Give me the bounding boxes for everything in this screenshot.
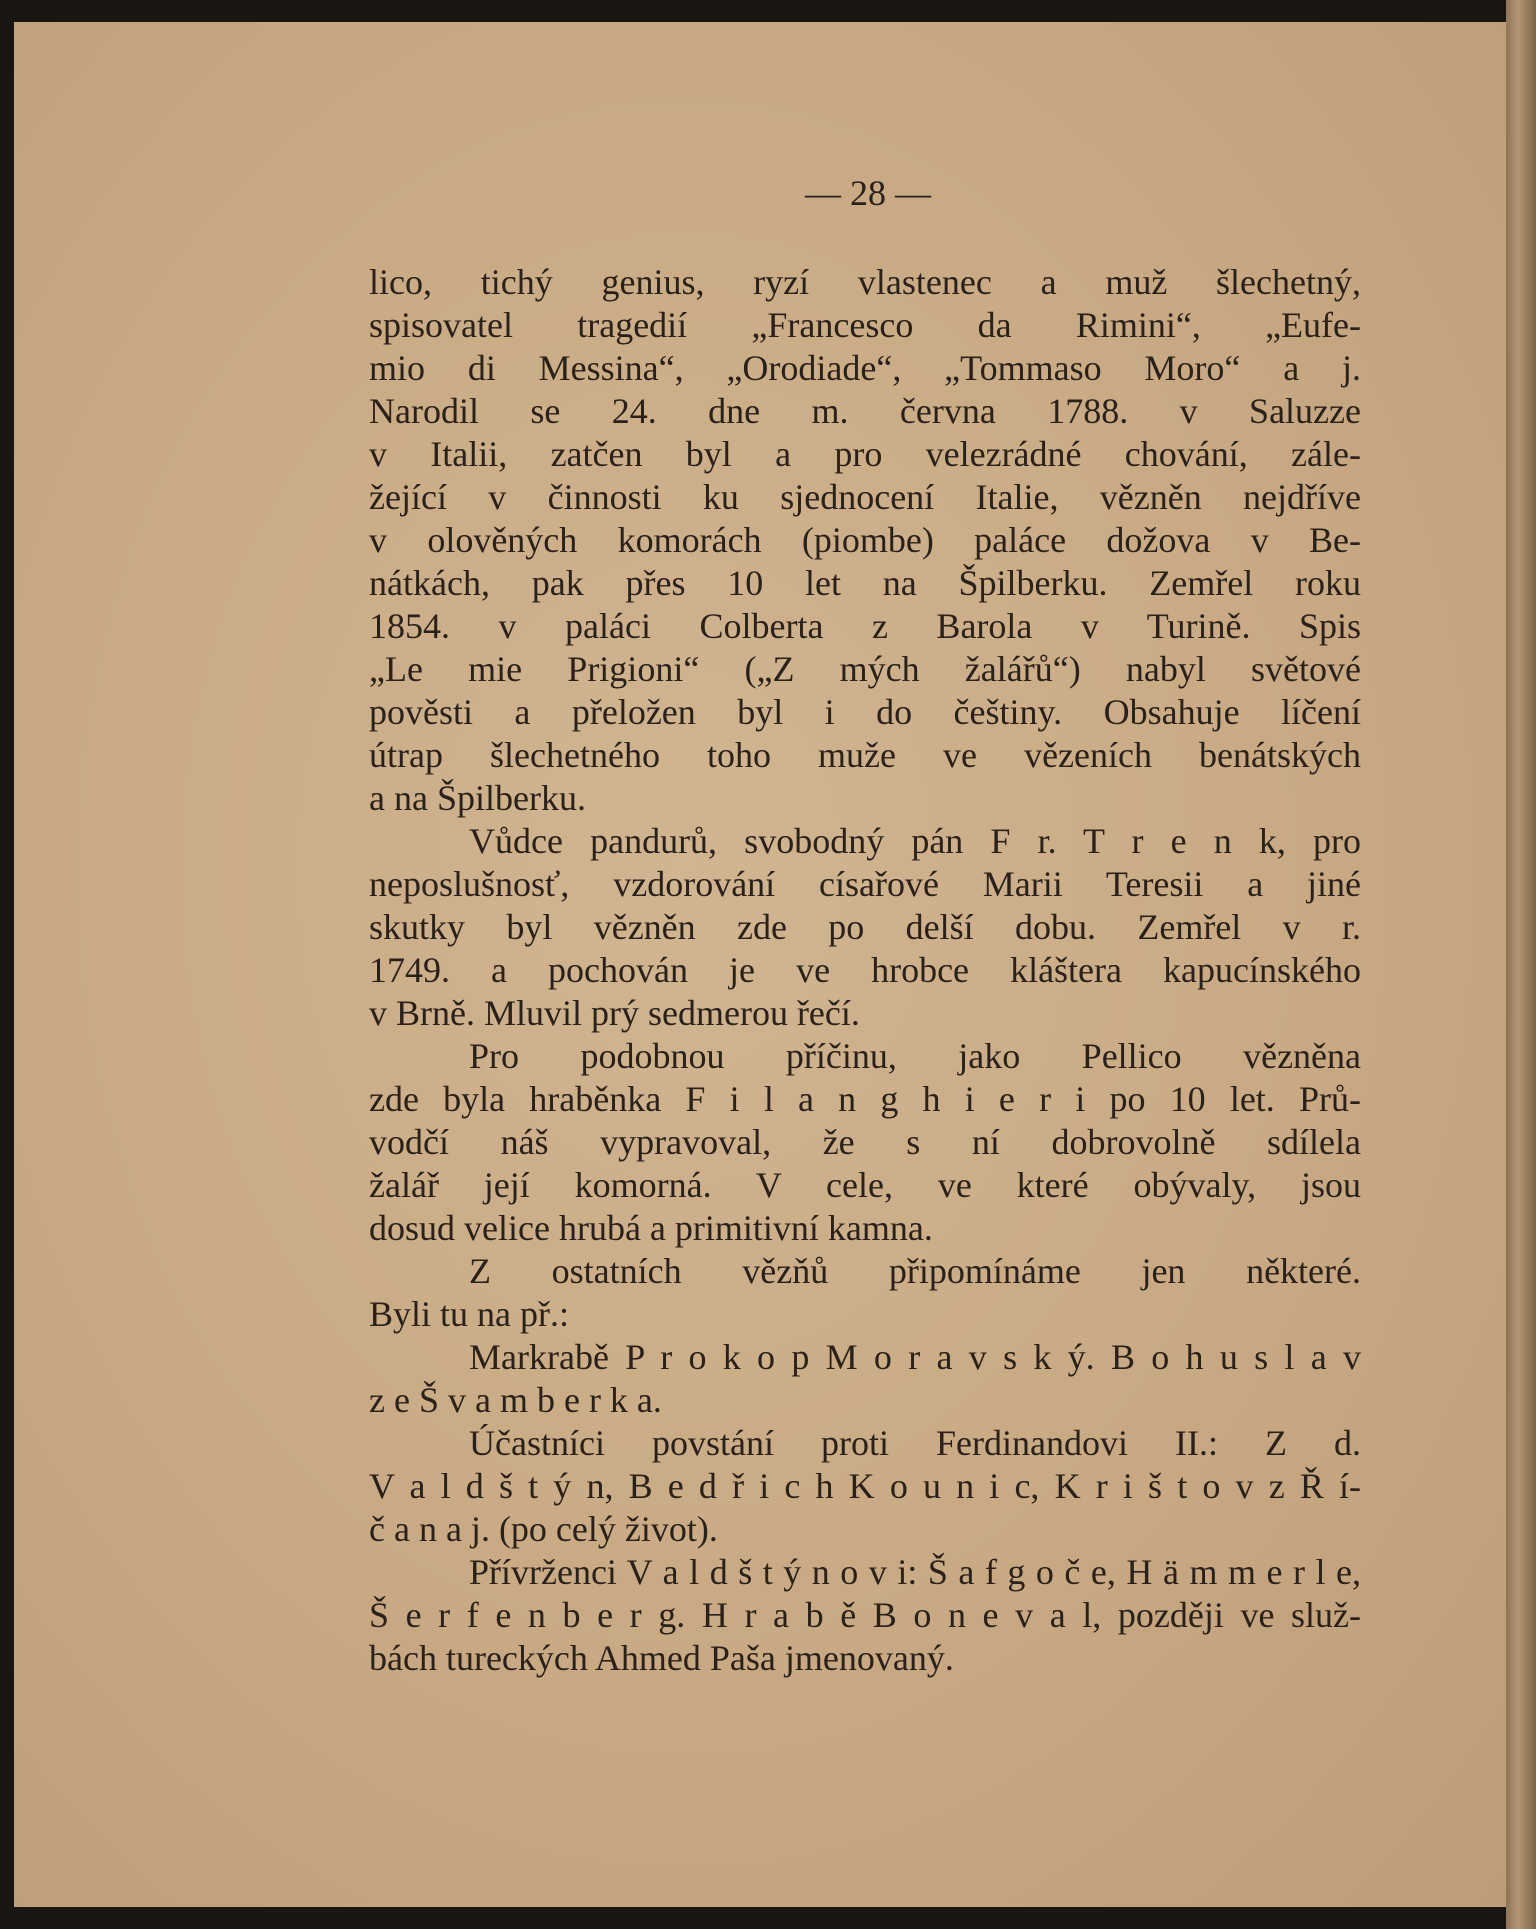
text-line: Markrabě P r o k o p M o r a v s k ý. B o h u s l a v xyxy=(469,1337,1361,1377)
text-line: Z ostatních vězňů připomínáme jen některé. xyxy=(469,1251,1361,1291)
text-line: v Brně. Mluvil prý sedmerou řečí. xyxy=(369,993,860,1033)
text-line: bách tureckých Ahmed Paša jmenovaný. xyxy=(369,1638,954,1678)
text-line: Narodil se 24. dne m. června 1788. v Saluzze xyxy=(369,391,1361,431)
text-line: 1749. a pochován je ve hrobce kláštera kapucínského xyxy=(369,950,1361,990)
text-line: skutky byl vězněn zde po delší dobu. Zemřel v r. xyxy=(369,907,1361,947)
body-text xyxy=(369,261,1361,1680)
text-line: 1854. v paláci Colberta z Barola v Turině. Spis xyxy=(369,606,1361,646)
text-line: „Le mie Prigioni“ („Z mých žalářů“) nabyl světové xyxy=(369,649,1361,689)
text-line: Pro podobnou příčinu, jako Pellico vězněna xyxy=(469,1036,1361,1076)
text-line: útrap šlechetného toho muže ve vězeních benátských xyxy=(369,735,1361,775)
page-edge xyxy=(1506,0,1536,1929)
text-line: lico, tichý genius, ryzí vlastenec a muž šlechetný, xyxy=(369,262,1361,302)
text-line: nátkách, pak přes 10 let na Špilberku. Zemřel roku xyxy=(369,563,1361,603)
text-line: spisovatel tragedií „Francesco da Rimini“, „Eufe- xyxy=(369,305,1361,345)
text-line: a na Špilberku. xyxy=(369,778,586,818)
text-line: Přívrženci V a l d š t ý n o v i: Š a f g o č e, H ä m m e r l e, xyxy=(469,1552,1361,1592)
page-number: — 28 — xyxy=(805,173,931,213)
text-line: žející v činnosti ku sjednocení Italie, vězněn nejdříve xyxy=(369,477,1361,517)
text-line: Účastníci povstání proti Ferdinandovi II.: Z d. xyxy=(469,1423,1361,1463)
text-line: Byli tu na př.: xyxy=(369,1294,569,1334)
text-line: V a l d š t ý n, B e d ř i c h K o u n i c, K r i š t o v z Ř í- xyxy=(369,1466,1361,1506)
text-line: dosud velice hrubá a primitivní kamna. xyxy=(369,1208,933,1248)
text-line: z e Š v a m b e r k a. xyxy=(369,1380,662,1420)
text-line: v Italii, zatčen byl a pro velezrádné chování, zále- xyxy=(369,434,1361,474)
text-line: v olověných komorách (piombe) paláce dožova v Be- xyxy=(369,520,1361,560)
text-line: č a n a j. (po celý život). xyxy=(369,1509,718,1549)
text-line: Vůdce pandurů, svobodný pán F r. T r e n k, pro xyxy=(469,821,1361,861)
text-line: neposlušnosť, vzdorování císařové Marii Teresii a jiné xyxy=(369,864,1361,904)
text-line: zde byla hraběnka F i l a n g h i e r i po 10 let. Prů- xyxy=(369,1079,1361,1119)
text-line: mio di Messina“, „Orodiade“, „Tommaso Moro“ a j. xyxy=(369,348,1361,388)
text-line: Š e r f e n b e r g. H r a b ě B o n e v a l, později ve služ- xyxy=(369,1595,1361,1635)
text-line: vodčí náš vypravoval, že s ní dobrovolně sdílela xyxy=(369,1122,1361,1162)
text-line: žalář její komorná. V cele, ve které obývaly, jsou xyxy=(369,1165,1361,1205)
text-line: pověsti a přeložen byl i do češtiny. Obsahuje líčení xyxy=(369,692,1361,732)
